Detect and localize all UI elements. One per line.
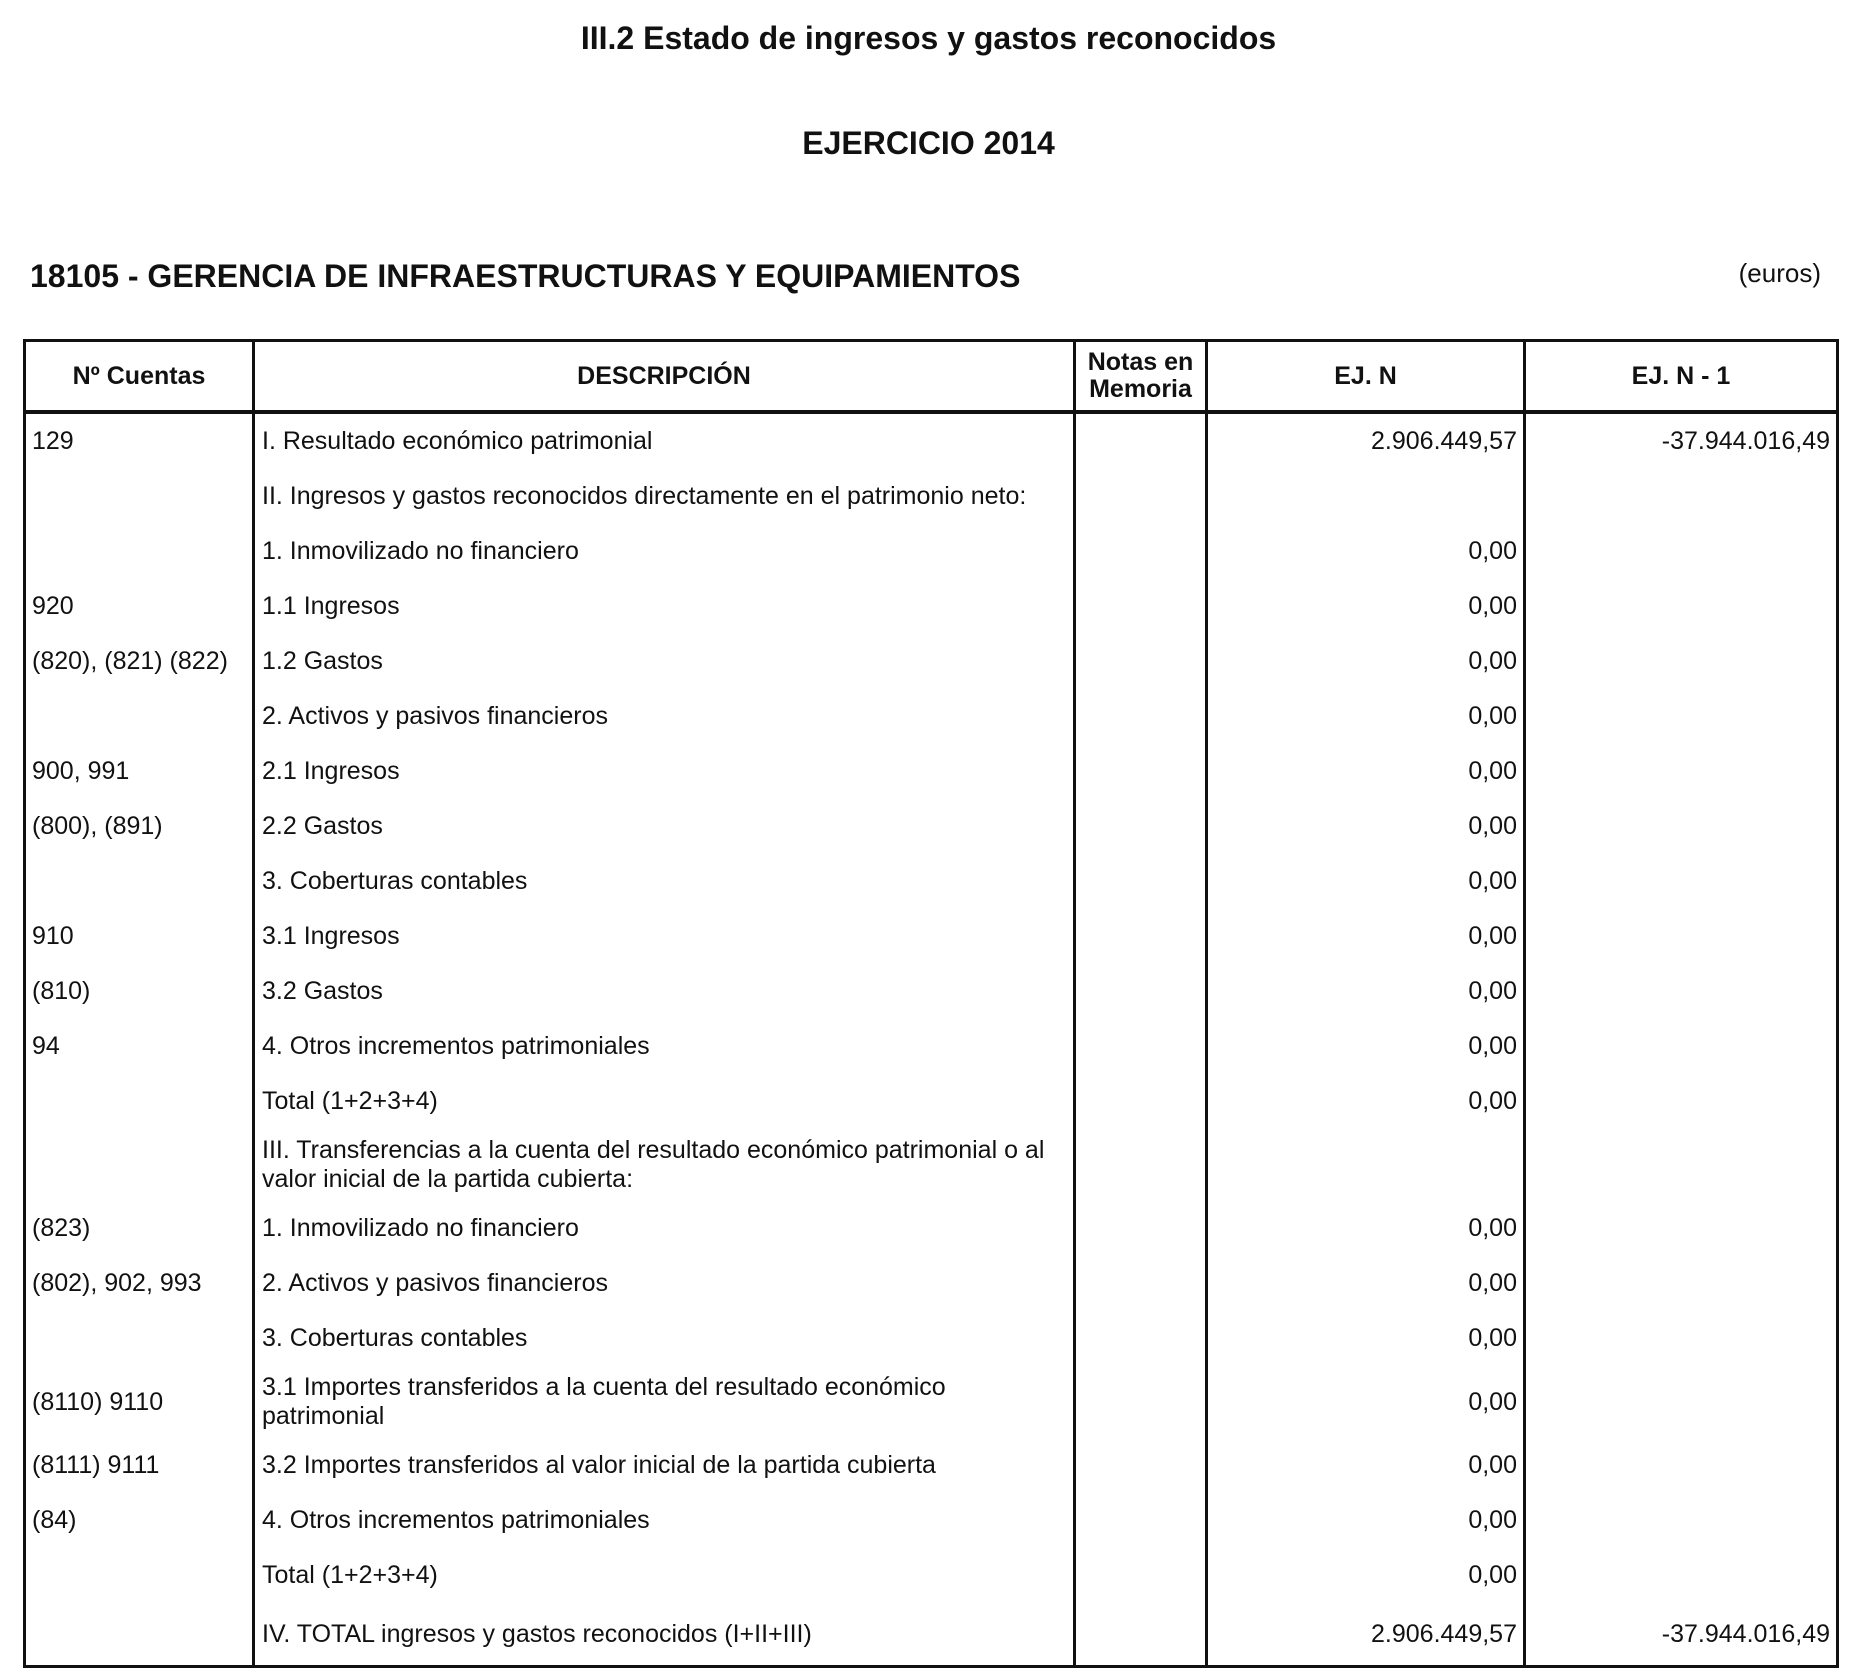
ej-n-1-value-cell [1525,909,1838,964]
account-cell: (800), (891) [32,812,163,840]
account-cell: (84) [32,1506,77,1534]
ej-n-value-cell: 0,00 [1207,1366,1525,1438]
table-row [25,634,1838,689]
col-header-ej-n-1: EJ. N - 1 [1525,341,1838,413]
account-cell: (802), 902, 993 [32,1269,202,1297]
ej-n-1-value-cell [1525,1366,1838,1438]
table-row [25,744,1838,799]
description-cell: 2. Activos y pasivos financieros [254,689,1075,744]
table-header-row [25,341,1838,413]
notes-cell [1075,1548,1207,1603]
ej-n-value-cell: 0,00 [1207,964,1525,1019]
notes-cell [1075,634,1207,689]
table-row [25,469,1838,524]
notes-cell [1075,799,1207,854]
ej-n-1-value-cell [1525,964,1838,1019]
notes-cell [1075,1366,1207,1438]
ej-n-value-cell: 0,00 [1207,1311,1525,1366]
account-cell [25,469,254,524]
table-row [25,799,1838,854]
ej-n-value-cell: 0,00 [1207,1256,1525,1311]
ej-n-1-value-cell [1525,1019,1838,1074]
table-row [25,1493,1838,1548]
ej-n-value-cell: 0,00 [1207,579,1525,634]
table-row [25,1548,1838,1603]
table-row [25,1311,1838,1366]
description-cell: Total (1+2+3+4) [254,1548,1075,1603]
ej-n-1-value-cell [1525,524,1838,579]
ej-n-value-cell: 0,00 [1207,1438,1525,1493]
table-row [25,854,1838,909]
description-cell: 4. Otros incrementos patrimoniales [254,1493,1075,1548]
description-cell: I. Resultado económico patrimonial [254,412,1075,469]
table-row [25,1256,1838,1311]
col-header-descripcion: DESCRIPCIÓN [254,341,1075,413]
notes-cell [1075,469,1207,524]
description-cell: 1.2 Gastos [254,634,1075,689]
ej-n-1-value-cell [1525,689,1838,744]
description-cell: 2.1 Ingresos [254,744,1075,799]
account-cell: 94 [32,1032,60,1060]
account-cell: 920 [32,592,74,620]
account-cell: (8111) 9111 [32,1451,160,1479]
entity-heading: 18105 - GERENCIA DE INFRAESTRUCTURAS Y EQUIPAMIENTOS [30,258,1021,294]
fiscal-year-heading: EJERCICIO 2014 [802,125,1055,161]
account-cell [25,1548,254,1603]
notes-cell [1075,1019,1207,1074]
ej-n-value-cell: 0,00 [1207,1201,1525,1256]
notes-cell [1075,1603,1207,1667]
notes-cell [1075,1129,1207,1201]
ej-n-1-value-cell [1525,1493,1838,1548]
table-row [25,964,1838,1019]
ej-n-value-cell: 0,00 [1207,1493,1525,1548]
col-header-cuentas: Nº Cuentas [25,341,254,413]
account-cell [25,1603,254,1667]
ej-n-value-cell: 0,00 [1207,524,1525,579]
notes-cell [1075,1493,1207,1548]
ej-n-1-value-cell [1525,469,1838,524]
notes-cell [1075,689,1207,744]
description-cell: IV. TOTAL ingresos y gastos reconocidos (I+II+III) [254,1603,1075,1667]
ej-n-1-value-cell [1525,1548,1838,1603]
notes-cell [1075,1311,1207,1366]
ej-n-1-value-cell: -37.944.016,49 [1525,412,1838,469]
description-cell: III. Transferencias a la cuenta del resultado económico patrimonial o al valor inicial de la partida cubierta: [254,1129,1075,1201]
description-cell: 1. Inmovilizado no financiero [254,524,1075,579]
account-cell [25,524,254,579]
ej-n-1-value-cell [1525,1256,1838,1311]
ej-n-1-value-cell [1525,799,1838,854]
ej-n-1-value-cell [1525,744,1838,799]
description-cell: 2.2 Gastos [254,799,1075,854]
col-header-notas: Notas en Memoria [1075,341,1207,413]
ej-n-1-value-cell [1525,1201,1838,1256]
description-cell: 3.1 Importes transferidos a la cuenta del resultado económico patrimonial [254,1366,1075,1438]
table-row [25,1074,1838,1129]
description-cell: 4. Otros incrementos patrimoniales [254,1019,1075,1074]
ej-n-1-value-cell [1525,854,1838,909]
account-cell: (823) [32,1214,91,1242]
ej-n-value-cell: 0,00 [1207,799,1525,854]
account-cell [25,689,254,744]
account-cell: (810) [32,977,91,1005]
notes-cell [1075,579,1207,634]
table-row [25,1201,1838,1256]
ej-n-value-cell: 0,00 [1207,744,1525,799]
currency-unit-label: (euros) [1738,258,1821,288]
table-row [25,524,1838,579]
table-row [25,1129,1838,1201]
description-cell: 1. Inmovilizado no financiero [254,1201,1075,1256]
table-row [25,1603,1838,1667]
ej-n-value-cell: 0,00 [1207,854,1525,909]
table-row [25,579,1838,634]
ej-n-value-cell [1207,469,1525,524]
table-row [25,1438,1838,1493]
account-cell: 129 [32,427,74,455]
account-cell [25,1074,254,1129]
page-title: III.2 Estado de ingresos y gastos reconocidos [580,20,1277,56]
description-cell: 2. Activos y pasivos financieros [254,1256,1075,1311]
ej-n-value-cell: 0,00 [1207,634,1525,689]
notes-cell [1075,744,1207,799]
table-row [25,689,1838,744]
ej-n-1-value-cell [1525,579,1838,634]
account-cell [25,1311,254,1366]
ej-n-value-cell [1207,1129,1525,1201]
notes-cell [1075,964,1207,1019]
account-cell: (8110) 9110 [32,1387,164,1416]
description-cell: 3.2 Importes transferidos al valor inicial de la partida cubierta [254,1438,1075,1493]
description-cell: 3. Coberturas contables [254,1311,1075,1366]
notes-cell [1075,524,1207,579]
description-cell: 3.2 Gastos [254,964,1075,1019]
ej-n-1-value-cell [1525,1438,1838,1493]
description-cell: 3.1 Ingresos [254,909,1075,964]
table-row [25,1019,1838,1074]
description-cell: 1.1 Ingresos [254,579,1075,634]
description-cell: 3. Coberturas contables [254,854,1075,909]
ej-n-value-cell: 0,00 [1207,1074,1525,1129]
account-cell [25,854,254,909]
ej-n-value-cell: 2.906.449,57 [1207,412,1525,469]
ej-n-value-cell: 0,00 [1207,1548,1525,1603]
table-row [25,1366,1838,1438]
ej-n-value-cell: 0,00 [1207,909,1525,964]
notes-cell [1075,1201,1207,1256]
notes-cell [1075,854,1207,909]
notes-cell [1075,1438,1207,1493]
ej-n-1-value-cell [1525,1311,1838,1366]
notes-cell [1075,1074,1207,1129]
ej-n-1-value-cell [1525,634,1838,689]
ej-n-value-cell: 0,00 [1207,689,1525,744]
account-cell: 900, 991 [32,757,130,785]
col-header-ej-n: EJ. N [1207,341,1525,413]
ej-n-value-cell: 2.906.449,57 [1207,1603,1525,1667]
table-row [25,412,1838,469]
description-cell: Total (1+2+3+4) [254,1074,1075,1129]
ej-n-value-cell: 0,00 [1207,1019,1525,1074]
ej-n-1-value-cell: -37.944.016,49 [1525,1603,1838,1667]
description-cell: II. Ingresos y gastos reconocidos directamente en el patrimonio neto: [254,469,1075,524]
ej-n-1-value-cell [1525,1074,1838,1129]
notes-cell [1075,412,1207,469]
account-cell: (820), (821) (822) [32,647,228,675]
notes-cell [1075,909,1207,964]
account-cell [25,1129,254,1201]
table-row [25,909,1838,964]
ej-n-1-value-cell [1525,1129,1838,1201]
income-expense-table [23,339,1839,1668]
notes-cell [1075,1256,1207,1311]
account-cell: 910 [32,922,74,950]
